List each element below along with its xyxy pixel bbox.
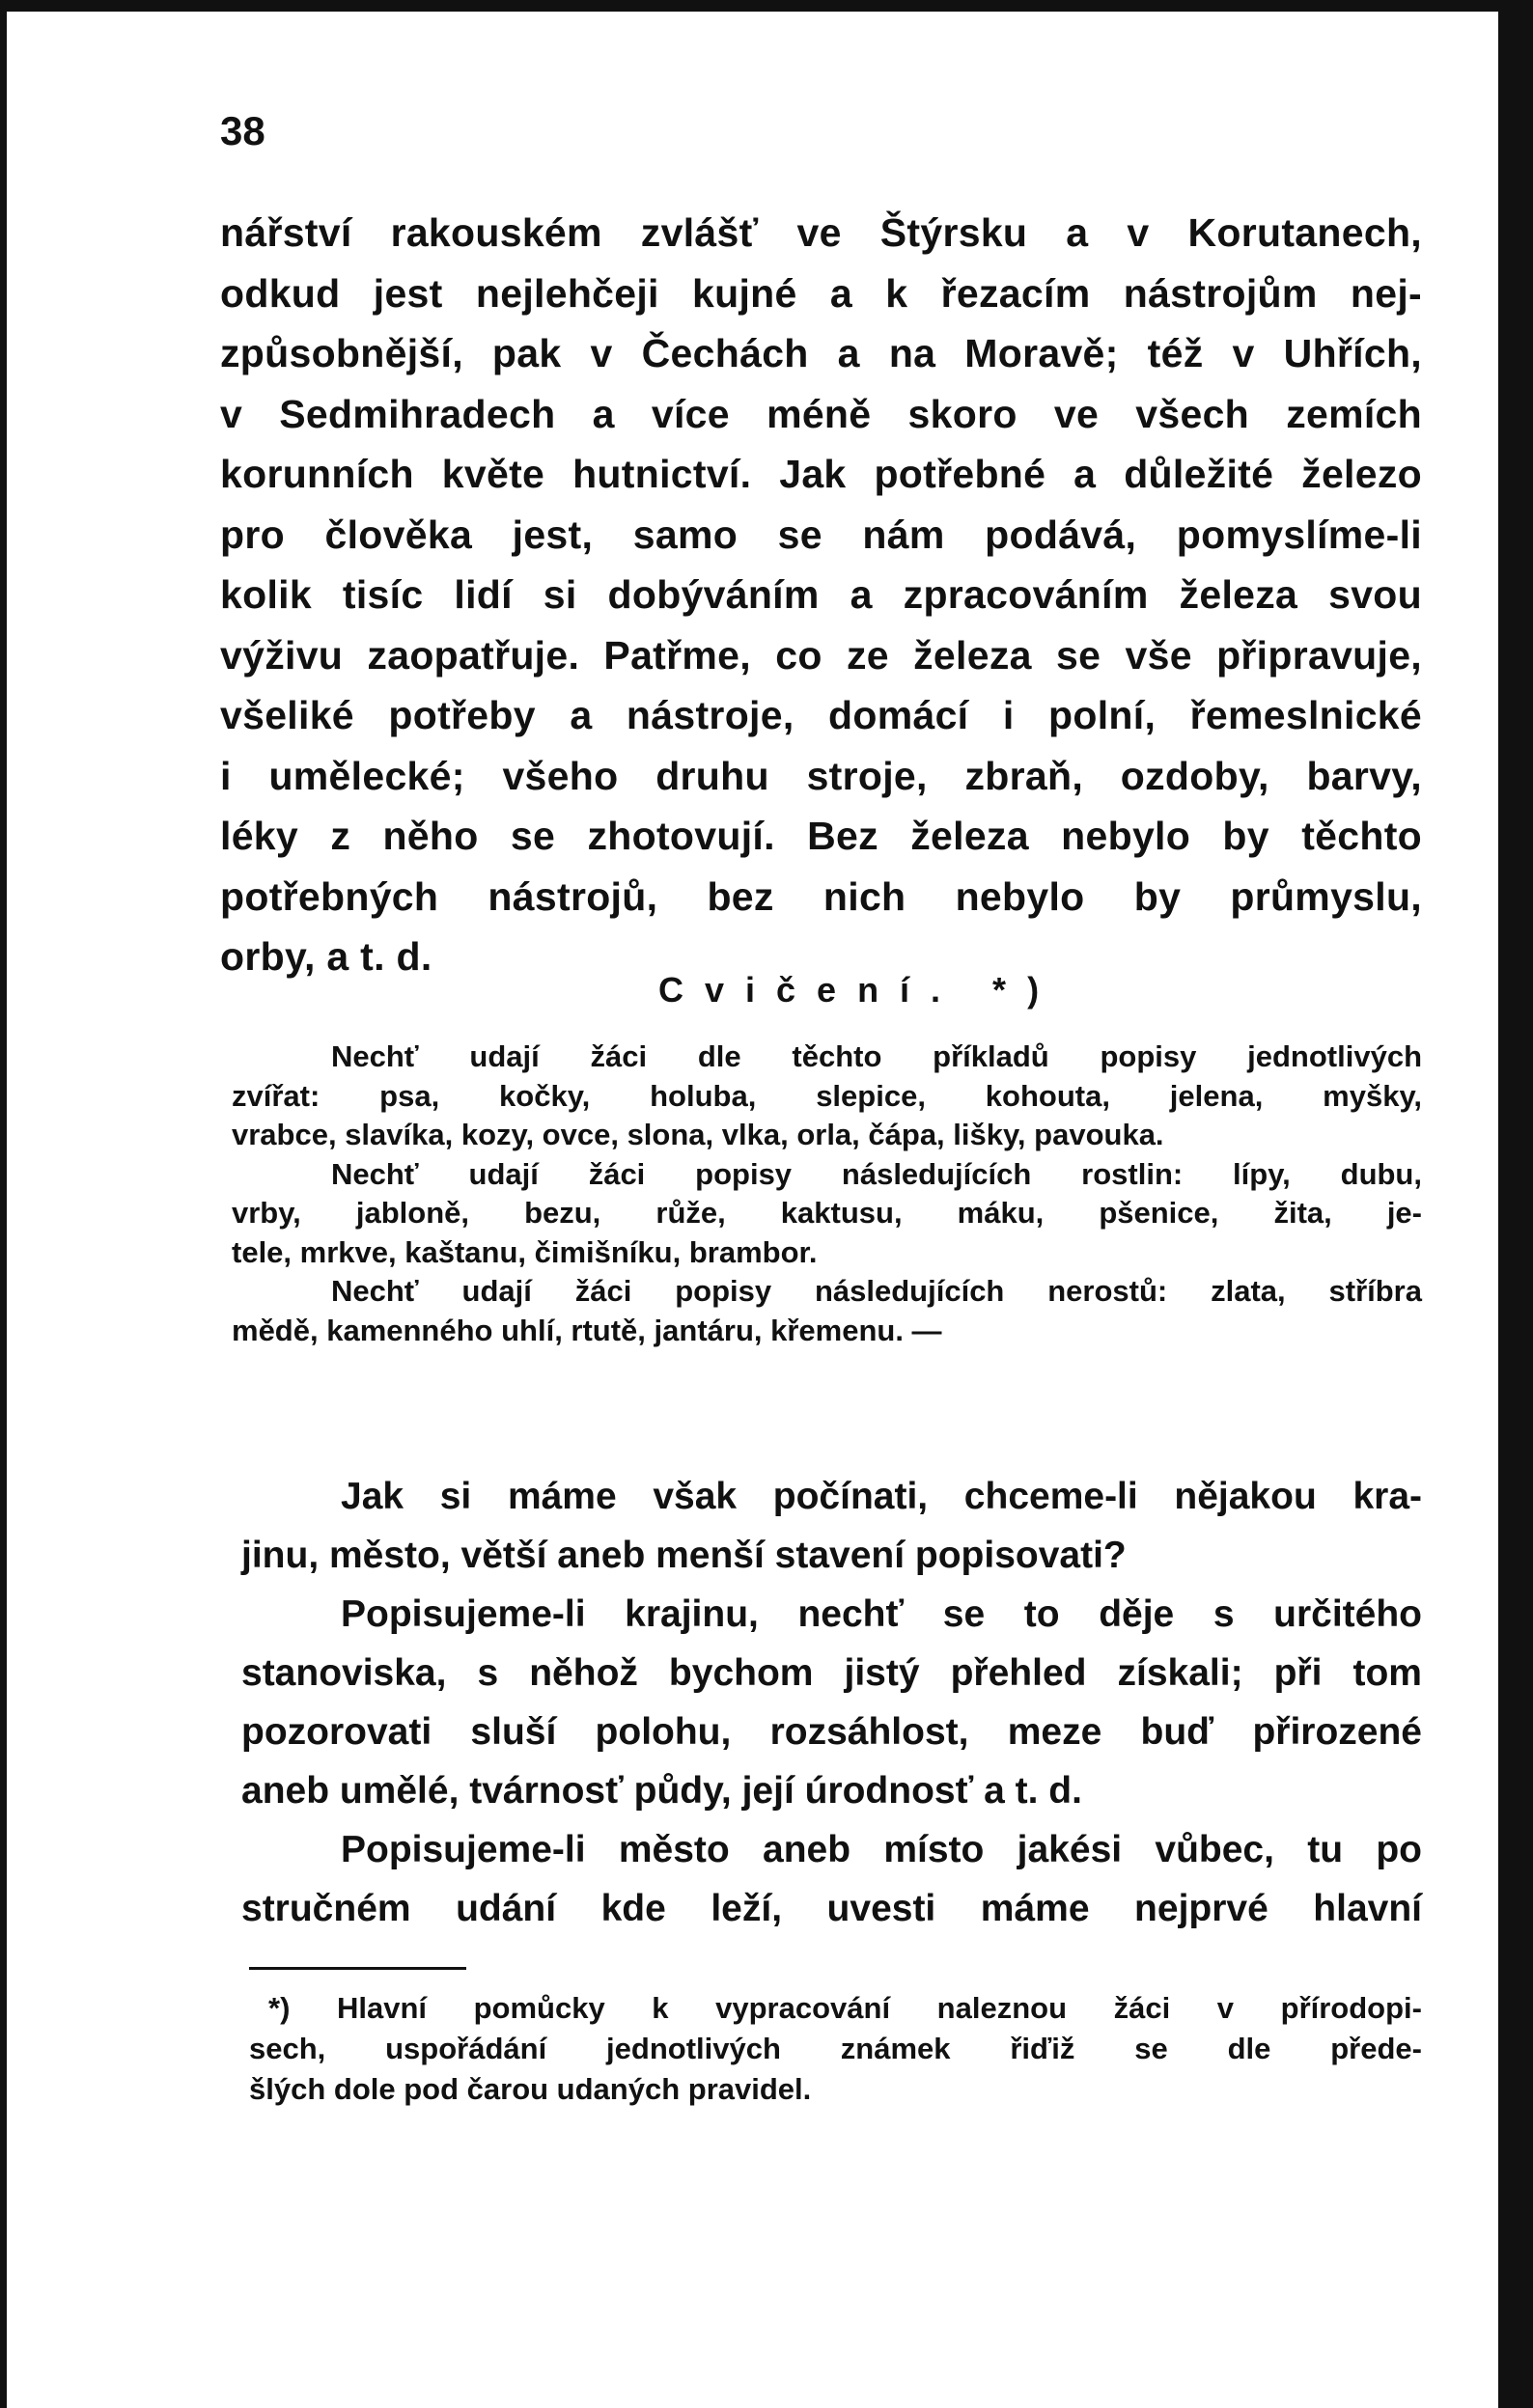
exercise-line: Nechť udají žáci dle těchto příkladů popisy jednotlivých [331,1039,1422,1073]
exercise-line: Nechť udají žáci popisy následujících rostlin: lípy, dubu, [331,1156,1422,1191]
second-paragraph [241,1467,1422,1938]
text-line: způsobnější, pak v Čechách a na Moravě; též v Uhřích, [220,331,1422,375]
text-line: stanoviska, s něhož bychom jistý přehled získali; při tom [241,1652,1422,1694]
section-title: Cvičení. *) [658,970,1061,1010]
text-line: pozorovati sluší polohu, rozsáhlost, meze buď přirozené [241,1711,1422,1753]
exercise-line: Nechť udají žáci popisy následujících nerostů: zlata, stříbra [331,1274,1422,1308]
text-line: pro člověka jest, samo se nám podává, pomyslíme-li [220,512,1422,557]
text-line: aneb umělé, tvárnosť půdy, její úrodnosť a t. d. [241,1770,1082,1812]
text-line: kolik tisíc lidí si dobýváním a zpracováním železa svou [220,572,1422,617]
text-line: v Sedmihradech a více méně skoro ve všech zemích [220,391,1422,436]
scan-border-left [0,0,7,2408]
text-line: i umělecké; všeho druhu stroje, zbraň, ozdoby, barvy, [220,753,1422,798]
footnote [249,1988,1422,2110]
text-line: výživu zaopatřuje. Patřme, co ze železa se vše připravuje, [220,632,1422,678]
scan-border-top [0,0,1533,12]
text-line: Popisujeme-li krajinu, nechť se to děje s určitého [341,1593,1422,1635]
footnote-line: sech, uspořádání jednotlivých známek řiďiž se dle přede- [249,2032,1422,2065]
main-paragraph [220,203,1422,987]
footnote-line: šlých dole pod čarou udaných pravidel. [249,2072,812,2106]
scan-border-gap [1487,12,1498,2408]
text-line: orby, a t. d. [220,934,432,979]
text-line: jinu, město, větší aneb menší stavení popisovati? [241,1535,1127,1576]
text-line: Jak si máme však počínati, chceme-li nějakou kra- [341,1476,1422,1517]
scan-border-right [1498,0,1533,2408]
text-line: nářství rakouském zvlášť ve Štýrsku a v Korutanech, [220,210,1422,255]
text-line: léky z něho se zhotovují. Bez železa nebylo by těchto [220,814,1422,858]
footnote-divider [249,1967,466,1970]
text-line: stručném udání kde leží, uvesti máme nejprvé hlavní [241,1888,1422,1929]
text-line: potřebných nástrojů, bez nich nebylo by průmyslu, [220,873,1422,919]
page-number: 38 [220,108,265,153]
footnote-line: *) Hlavní pomůcky k vypracování naleznou žáci v přírodopi- [268,1991,1422,2025]
exercise-line: vrabce, slavíka, kozy, ovce, slona, vlka, orla, čápa, lišky, pavouka. [232,1118,1164,1151]
exercise-line: tele, mrkve, kaštanu, čimišníku, brambor. [232,1234,818,1269]
exercise-line: vrby, jabloně, bezu, růže, kaktusu, máku, pšenice, žita, je- [232,1196,1422,1230]
text-line: odkud jest nejlehčeji kujné a k řezacím nástrojům nej- [220,270,1422,316]
text-line: korunních květe hutnictví. Jak potřebné a důležité železo [220,452,1422,496]
exercise-block [232,1038,1422,1350]
exercise-line: zvířat: psa, kočky, holuba, slepice, kohouta, jelena, myšky, [232,1078,1422,1113]
text-line: všeliké potřeby a nástroje, domácí i polní, řemeslnické [220,693,1422,737]
text-line: Popisujeme-li město aneb místo jakési vůbec, tu po [341,1829,1422,1870]
exercise-line: mědě, kamenného uhlí, rtutě, jantáru, křemenu. — [232,1313,942,1347]
